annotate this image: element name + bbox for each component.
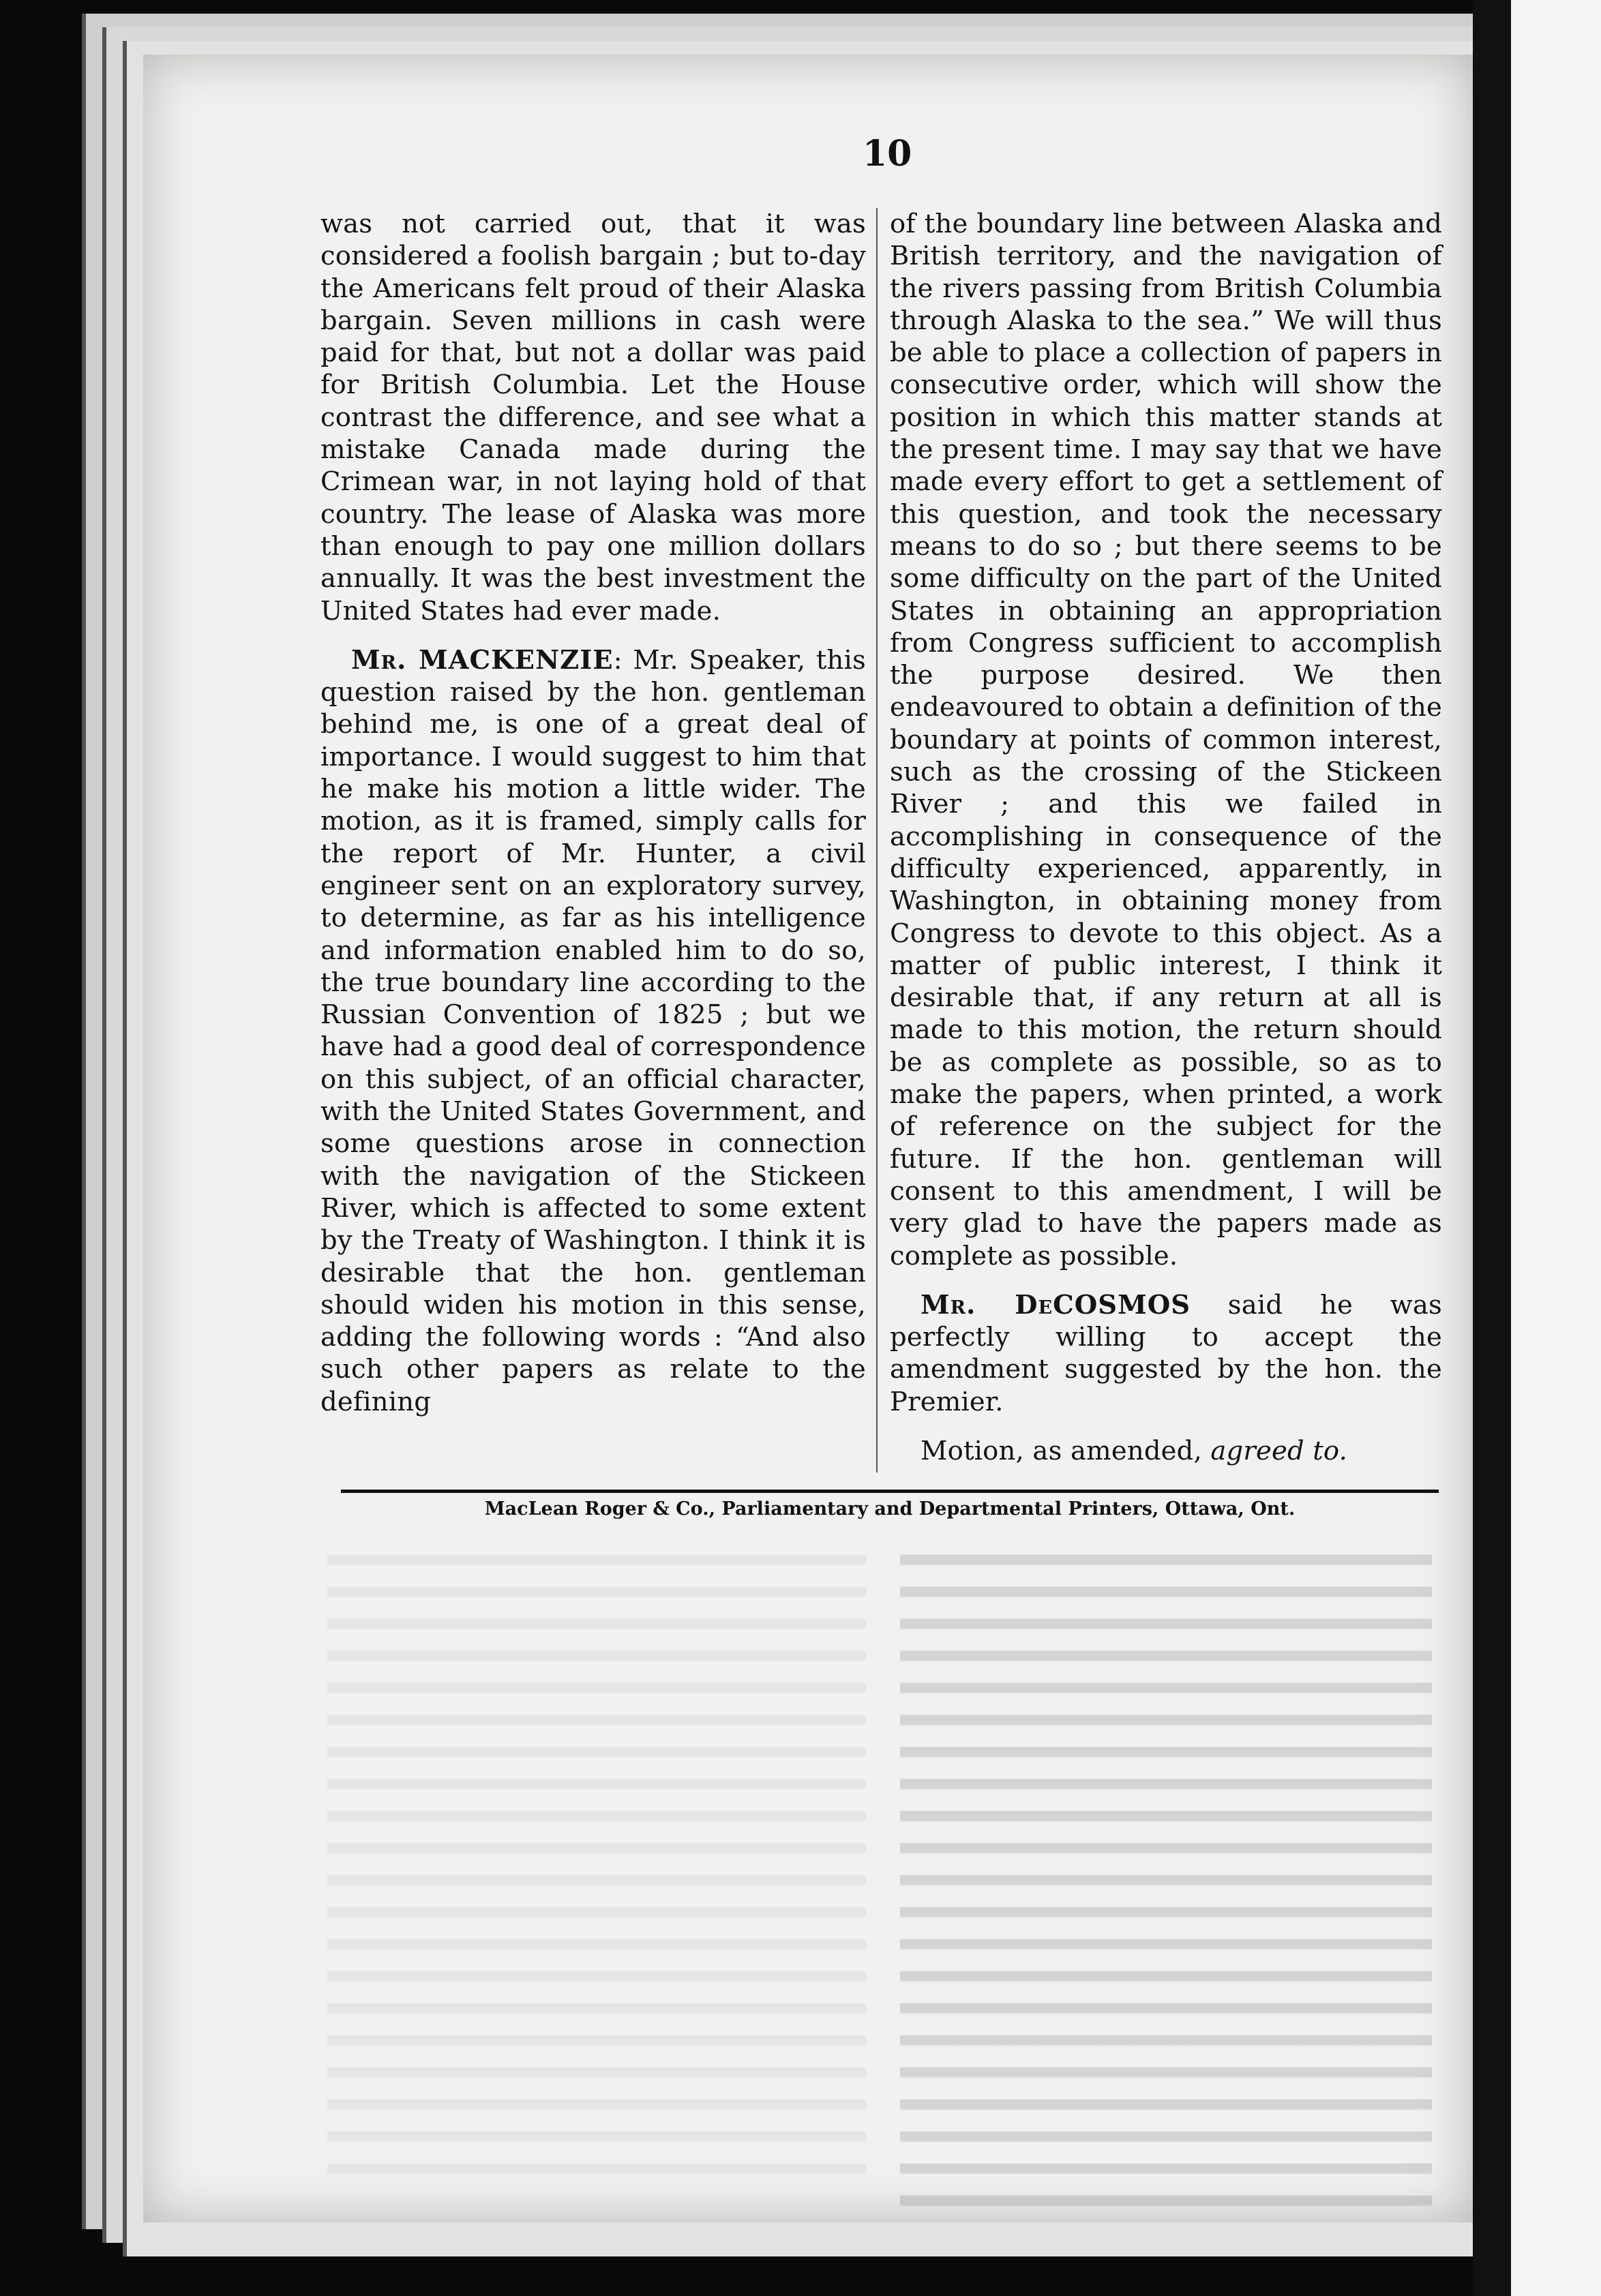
- paragraph: [890, 1435, 1442, 1467]
- paragraph: was not carried out, that it was considered a foolish bargain ; but to-day the Americans felt proud of their Alaska bargain. Seven millions in cash were paid for that, but not a dollar was paid for British Columbia. Let the House contrast the difference, and see what a mistake Canada made during the Crimean war, in not laying hold of that country. The lease of Alaska was more than enough to pay one million dollars annually. It was the best investment the United States had ever made.: [320, 209, 866, 626]
- page-number: 10: [863, 133, 912, 175]
- binding-shadow: [1473, 0, 1511, 2296]
- speech-text: : Mr. Speaker, this question raised by the hon. gentleman behind me, is one of a great deal of importance. I would suggest to him that he make his motion a little wider. The motion, as it is framed, simply calls for the report of Mr. Hunter, a civil engineer sent on an exploratory survey, to determine, as far as his intelligence and information enabled him to do so, the true boundary line according to the Russian Convention of 1825 ; but we have had a good deal of correspondence on this subject, of an official character, with the United States Government, and some questions arose in connection with the navigation of the Stickeen River, which is affected to some extent by the Treaty of Washington. I think it is desirable that the hon. gentleman should widen his motion in this sense, adding the following words : “And also such other papers as relate to the defining: [320, 644, 866, 1417]
- bleed-through-texture: [327, 1534, 866, 2181]
- motion-result: agreed to.: [1210, 1435, 1348, 1466]
- footer-rule: [341, 1490, 1439, 1493]
- paragraph: of the boundary line between Alaska and British territory, and the navigation of the rivers passing from British Columbia through Alaska to the sea.” We will thus be able to place a collection of papers in consecutive order, which will show the position in which this matter stands at the present time. I may say that we have made every effort to get a settlement of this question, and took the necessary means to do so ; but there seems to be some difficulty on the part of the United States in obtaining an appropriation from Congress sufficient to accomplish the purpose desired. We then endeavoured to obtain a definition of the boundary at points of common interest, such as the crossing of the Stickeen River ; and this we failed in accomplishing in consequence of the difficulty experienced, apparently, in Washington, in obtaining money from Congress to devote to this object. As a matter of public interest, I think it desirable that, if any return at all is made to this motion, the return should be as complete as possible, so as to make the papers, when printed, a work of reference on the subject for the future. If the hon. gentleman will consent to this amendment, I will be very glad to have the papers made as complete as possible.: [890, 209, 1442, 1271]
- speaker-name: Mr. MACKENZIE: [351, 644, 614, 676]
- right-column: [890, 208, 1442, 1467]
- bleed-through-texture: [900, 1534, 1432, 2216]
- column-divider: [876, 208, 878, 1472]
- speech-text: said he was perfectly willing to accept the amendment suggested by the hon. the Premier.: [890, 1289, 1442, 1417]
- left-column: [320, 208, 866, 1418]
- motion-text: Motion, as amended,: [921, 1435, 1202, 1466]
- paragraph: [890, 1289, 1442, 1418]
- printer-imprint: MacLean Roger & Co., Parliamentary and Departmental Printers, Ottawa, Ont.: [484, 1498, 1296, 1520]
- scan-margin: [1511, 0, 1601, 2296]
- speaker-name: Mr. DeCOSMOS: [921, 1289, 1191, 1320]
- paragraph: [320, 644, 866, 1418]
